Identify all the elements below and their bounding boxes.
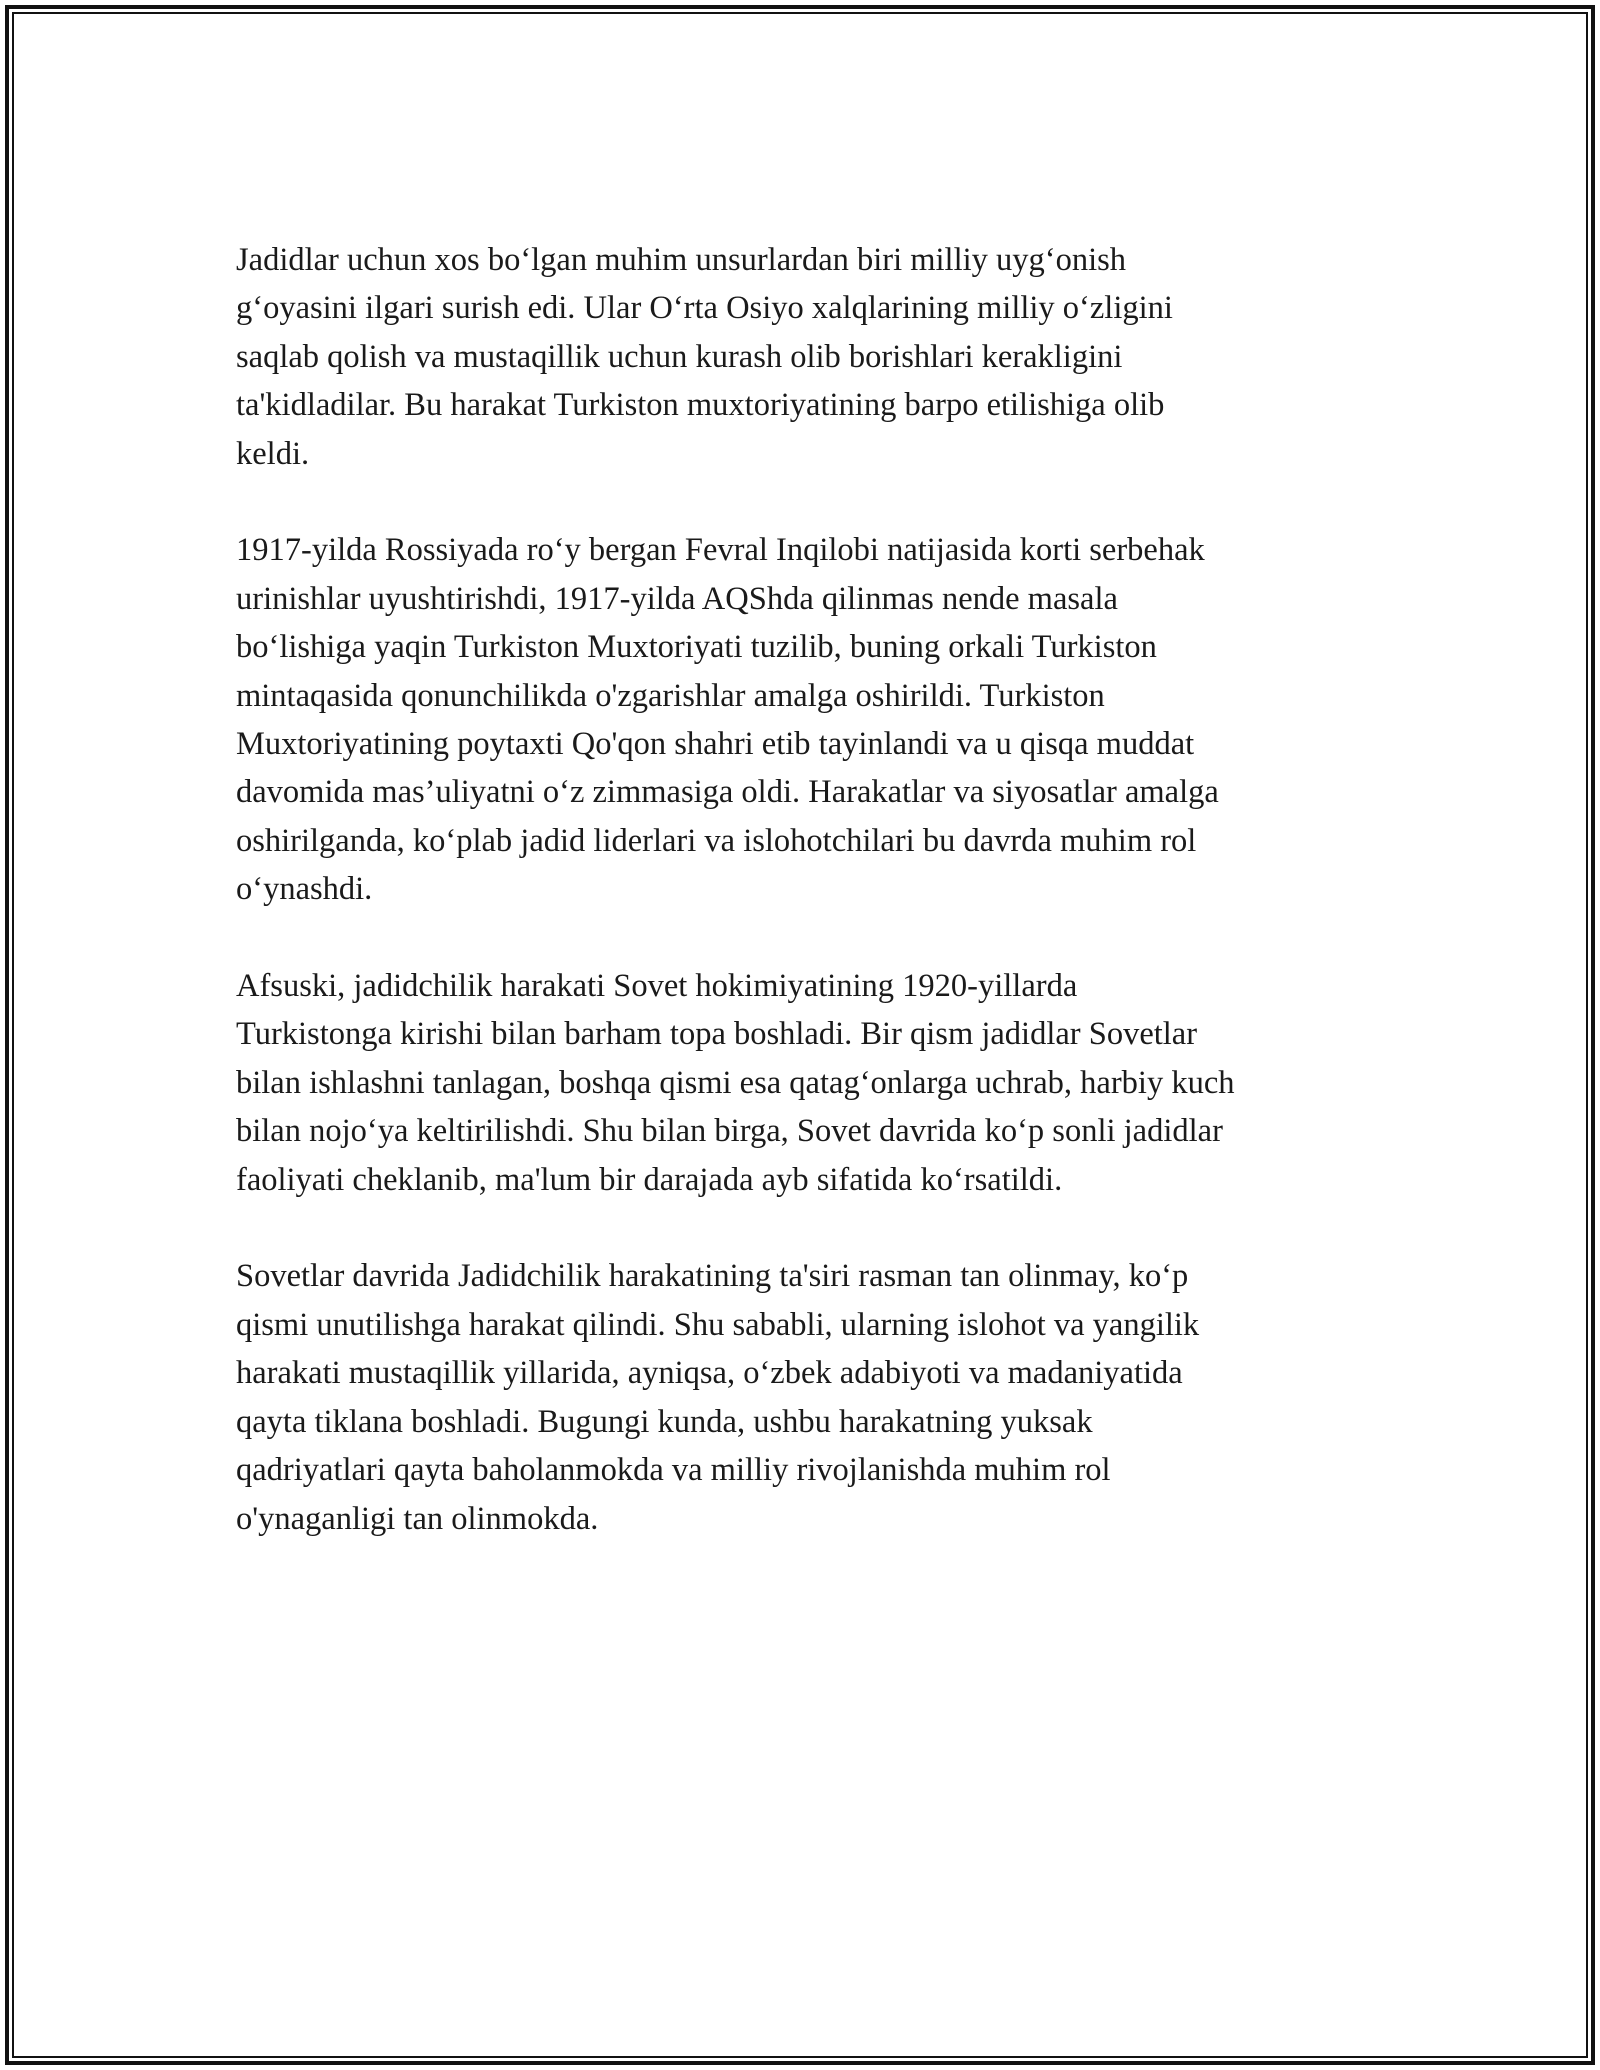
text-line: keldi. xyxy=(236,435,310,472)
text-line: saqlab qolish va mustaqillik uchun kurash olib borishlari kerakligini xyxy=(236,338,1123,375)
text-line: harakati mustaqillik yillarida, ayniqsa, o‘zbek adabiyoti va madaniyatida xyxy=(236,1355,1183,1392)
text-line: qayta tiklana boshladi. Bugungi kunda, ushbu harakatning yuksak xyxy=(236,1403,1093,1440)
text-line: ta'kidladilar. Bu harakat Turkiston muxtoriyatining barpo etilishiga olib xyxy=(236,387,1165,424)
paragraph-1 xyxy=(236,236,1366,478)
text-line: davomida mas’uliyatni o‘z zimmasiga oldi. Harakatlar va siyosatlar amalga xyxy=(236,774,1219,811)
text-line: Muxtoriyatining poytaxti Qo'qon shahri etib tayinlandi va u qisqa muddat xyxy=(236,726,1195,763)
text-line: qismi unutilishga harakat qilindi. Shu sababli, ularning islohot va yangilik xyxy=(236,1306,1200,1343)
text-line: Afsuski, jadidchilik harakati Sovet hokimiyatining 1920-yillarda xyxy=(236,968,1078,1005)
text-line: oshirilganda, ko‘plab jadid liderlari va islohotchilari bu davrda muhim rol xyxy=(236,822,1197,859)
text-line: bilan ishlashni tanlagan, boshqa qismi esa qatag‘onlarga uchrab, harbiy kuch xyxy=(236,1064,1235,1101)
paragraph-2 xyxy=(236,526,1366,913)
text-line: Jadidlar uchun xos bo‘lgan muhim unsurlardan biri milliy uyg‘onish xyxy=(236,242,1127,278)
text-line: faoliyati cheklanib, ma'lum bir darajada ayb sifatida ko‘rsatildi. xyxy=(236,1161,1063,1198)
text-line: g‘oyasini ilgari surish edi. Ular O‘rta Osiyo xalqlarining milliy o‘zligini xyxy=(236,290,1173,327)
text-line: o‘ynashdi. xyxy=(236,871,373,908)
text-line: o'ynaganligi tan olinmokda. xyxy=(236,1500,599,1537)
text-line: urinishlar uyushtirishdi, 1917-yilda AQShda qilinmas nende masala xyxy=(236,580,1118,617)
paragraph-3 xyxy=(236,962,1366,1204)
text-line: qadriyatlari qayta baholanmokda va milliy rivojlanishda muhim rol xyxy=(236,1452,1111,1489)
text-line: bilan nojo‘ya keltirilishdi. Shu bilan birga, Sovet davrida ko‘p sonli jadidlar xyxy=(236,1113,1223,1150)
text-line: Sovetlar davrida Jadidchilik harakatining ta'siri rasman tan olinmay, ko‘p xyxy=(236,1258,1189,1295)
text-line: Turkistonga kirishi bilan barham topa boshladi. Bir qism jadidlar Sovetlar xyxy=(236,1016,1198,1053)
text-line: mintaqasida qonunchilikda o'zgarishlar amalga oshirildi. Turkiston xyxy=(236,677,1105,714)
text-line: 1917-yilda Rossiyada ro‘y bergan Fevral Inqilobi natijasida korti serbehak xyxy=(236,532,1205,569)
paragraph-4 xyxy=(236,1252,1366,1542)
document-body xyxy=(236,236,1366,1591)
text-line: bo‘lishiga yaqin Turkiston Muxtoriyati tuzilib, buning orkali Turkiston xyxy=(236,629,1157,666)
